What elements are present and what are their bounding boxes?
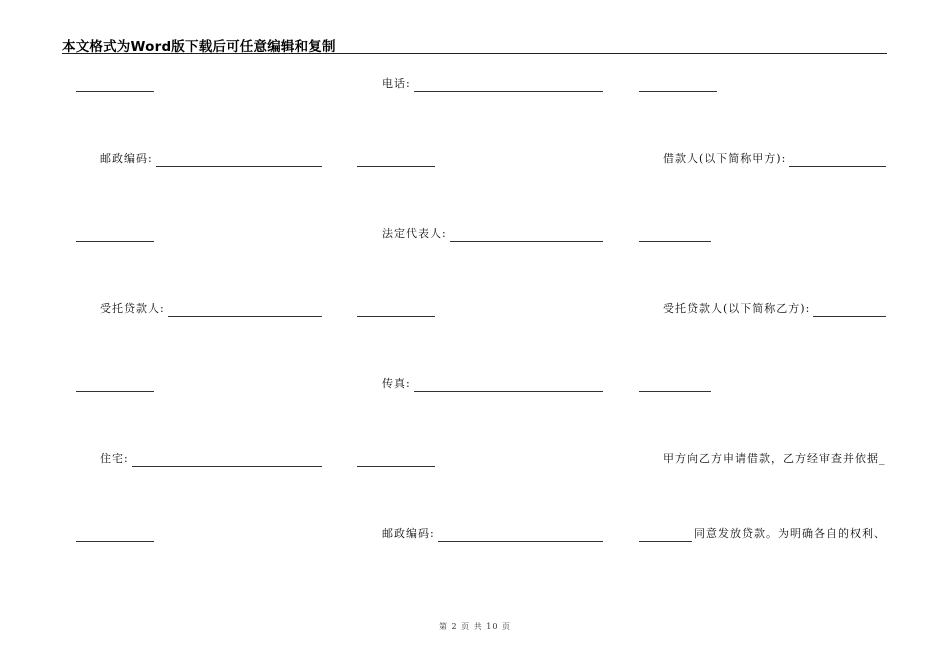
borrower-blank[interactable] — [789, 154, 886, 167]
postal-code-blank[interactable] — [156, 154, 322, 167]
phone-field[interactable] — [382, 72, 603, 92]
legal-rep-field[interactable] — [382, 222, 603, 242]
legal-rep-blank[interactable] — [450, 229, 603, 242]
trustee-label: 受托贷款人(以下简称乙方): — [663, 302, 811, 315]
fax-field[interactable] — [382, 372, 603, 392]
residence-label: 住宅: — [100, 452, 129, 465]
form-row — [0, 147, 950, 167]
entrusted-lender-blank[interactable] — [168, 304, 322, 317]
entrusted-lender-field[interactable] — [100, 297, 322, 317]
entrusted-lender-label: 受托贷款人: — [100, 302, 165, 315]
trustee-blank[interactable] — [813, 304, 886, 317]
form-row — [0, 72, 950, 92]
clause-text-2 — [639, 522, 887, 542]
blank-field[interactable] — [357, 297, 435, 317]
page-header — [62, 35, 887, 54]
blank-field[interactable] — [76, 522, 154, 542]
legal-rep-label: 法定代表人: — [382, 227, 447, 240]
blank-field[interactable] — [639, 222, 711, 242]
residence-blank[interactable] — [132, 454, 322, 467]
blank-field[interactable] — [76, 372, 154, 392]
clause-line-2: 同意发放贷款。为明确各自的权利、 — [694, 527, 886, 540]
residence-field[interactable] — [100, 447, 322, 467]
form-row — [0, 522, 950, 542]
form-row — [0, 222, 950, 242]
form-row — [0, 447, 950, 467]
clause-text-1 — [663, 447, 888, 467]
blank-field[interactable] — [357, 447, 435, 467]
blank-field[interactable] — [639, 372, 711, 392]
postal-code-label: 邮政编码: — [100, 152, 153, 165]
clause-line-1: 甲方向乙方申请借款，乙方经审查并依据_ — [663, 452, 886, 465]
postal-code-field[interactable] — [100, 147, 322, 167]
postal-code-field-2[interactable] — [382, 522, 603, 542]
postal-code-label-2: 邮政编码: — [382, 527, 435, 540]
postal-code-blank-2[interactable] — [438, 529, 603, 542]
blank-field[interactable] — [357, 147, 435, 167]
header-title: 本文格式为Word版下载后可任意编辑和复制 — [62, 39, 336, 55]
blank-field[interactable] — [76, 222, 154, 242]
borrower-field[interactable] — [663, 147, 886, 167]
trustee-field[interactable] — [663, 297, 886, 317]
form-row — [0, 372, 950, 392]
phone-label: 电话: — [382, 77, 411, 90]
form-row — [0, 297, 950, 317]
fax-blank[interactable] — [414, 379, 603, 392]
blank-field[interactable] — [76, 72, 154, 92]
blank-field[interactable] — [639, 72, 717, 92]
borrower-label: 借款人(以下简称甲方): — [663, 152, 787, 165]
fax-label: 传真: — [382, 377, 411, 390]
phone-blank[interactable] — [414, 79, 603, 92]
page-number: 第 2 页 共 10 页 — [439, 622, 511, 631]
clause-blank[interactable] — [639, 529, 692, 542]
